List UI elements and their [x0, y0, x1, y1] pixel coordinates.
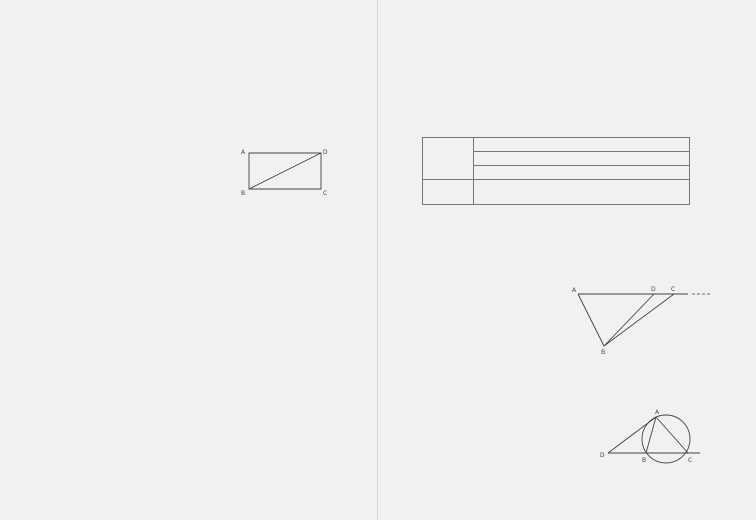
point-b-label: B	[601, 349, 606, 356]
vertex-b-label: B	[241, 190, 246, 197]
table-row	[423, 180, 690, 205]
table-cell	[474, 152, 690, 166]
table-row-label	[423, 138, 474, 180]
vertex-a-label: A	[241, 149, 246, 156]
line-ab	[646, 417, 656, 453]
table-row	[423, 138, 690, 152]
table-cell	[474, 138, 690, 152]
line-ab	[578, 294, 604, 346]
vertex-d-label: D	[323, 149, 328, 156]
point-d-label: D	[651, 286, 656, 293]
diagonal-bd	[249, 153, 321, 189]
q19-figure	[235, 145, 335, 197]
point-a-label: A	[572, 287, 577, 294]
point-d-label: D	[600, 452, 605, 459]
point-b-label: B	[642, 457, 647, 464]
table-cell	[474, 180, 690, 205]
line-bd	[604, 294, 654, 346]
q21-info-table	[422, 137, 690, 205]
point-c-label: C	[671, 286, 676, 293]
line-bc	[604, 294, 674, 346]
point-a-label: A	[655, 409, 660, 416]
table-row-label	[423, 180, 474, 205]
vertex-c-label: C	[323, 190, 328, 197]
point-c-label: C	[688, 457, 693, 464]
table-cell	[474, 166, 690, 180]
right-page	[378, 0, 756, 520]
q22-figure	[596, 405, 706, 467]
line-da	[608, 417, 656, 453]
q21-figure	[568, 284, 718, 356]
